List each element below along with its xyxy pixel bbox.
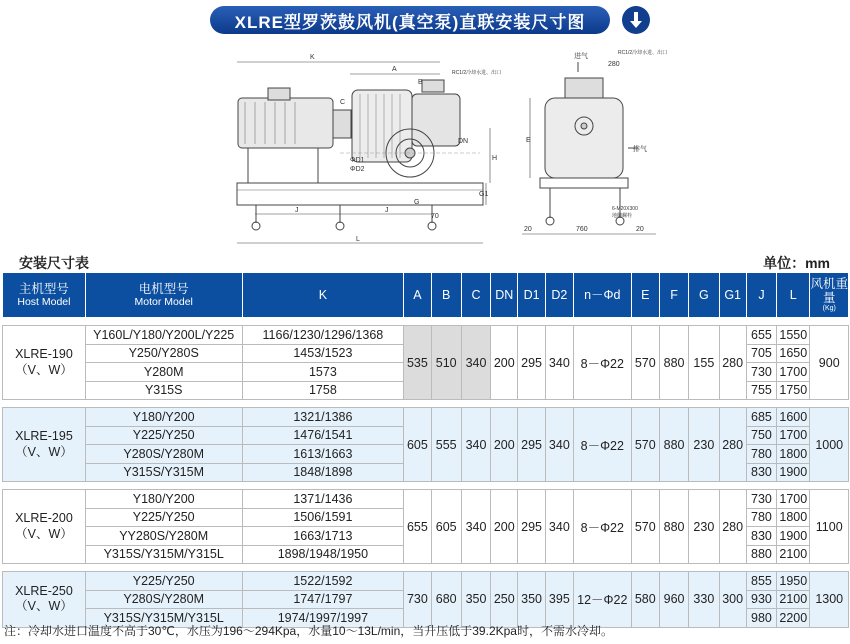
- host-model-name: XLRE-200: [15, 510, 73, 525]
- host-model-cell: [3, 326, 86, 400]
- b-cell: 605: [431, 490, 461, 564]
- e-cell: 570: [631, 408, 659, 482]
- k-cell: 1476/1541: [242, 426, 404, 445]
- l-cell: 1800: [777, 508, 810, 527]
- motor-model-cell: Y315S/Y315M: [85, 463, 242, 482]
- col-motor-model: 电机型号 Motor Model: [85, 273, 242, 318]
- k-cell: 1613/1663: [242, 445, 404, 464]
- dim-70: 70: [431, 213, 439, 220]
- l-cell: 1900: [777, 463, 810, 482]
- g1-cell: 280: [719, 490, 746, 564]
- g-cell: 230: [689, 490, 719, 564]
- b-cell: 680: [431, 572, 461, 628]
- table-row: [3, 490, 849, 509]
- b-cell: 555: [431, 408, 461, 482]
- c-cell: 340: [461, 490, 490, 564]
- host-model-variant: （V、W）: [15, 362, 73, 377]
- l-cell: 2200: [777, 609, 810, 628]
- outlet-label: 排气: [633, 146, 647, 153]
- side-cooling-note: RC1/2冷却水进、出口: [618, 50, 668, 56]
- c-cell: 340: [461, 326, 490, 400]
- l-cell: 1650: [777, 344, 810, 363]
- motor-model-cell: Y280S/Y280M: [85, 445, 242, 464]
- dim-phi-d1: ΦD1: [350, 157, 365, 164]
- page-title: XLRE型罗茨鼓风机(真空泵)直联安装尺寸图: [210, 6, 610, 34]
- weight-cell: 1300: [810, 572, 849, 628]
- motor-model-cell: YY280S/Y280M: [85, 527, 242, 546]
- col-dn: DN: [491, 273, 518, 318]
- k-cell: 1974/1997/1997: [242, 609, 404, 628]
- nd-cell: 8－Φ22: [574, 408, 632, 482]
- unit-label: 单位：mm: [763, 255, 830, 271]
- l-cell: 1800: [777, 445, 810, 464]
- col-c: C: [461, 273, 490, 318]
- motor-model-cell: Y315S/Y315M/Y315L: [85, 609, 242, 628]
- j-cell: 655: [746, 326, 776, 345]
- installation-drawing: [200, 38, 668, 250]
- weight-cell: 900: [810, 326, 849, 400]
- j-cell: 755: [746, 381, 776, 400]
- j-cell: 730: [746, 363, 776, 382]
- j-cell: 830: [746, 463, 776, 482]
- l-cell: 1600: [777, 408, 810, 427]
- l-cell: 1550: [777, 326, 810, 345]
- k-cell: 1848/1898: [242, 463, 404, 482]
- e-cell: 570: [631, 326, 659, 400]
- a-cell: 730: [404, 572, 431, 628]
- e-cell: 580: [631, 572, 659, 628]
- col-f: F: [659, 273, 688, 318]
- dim-j-right: J: [385, 207, 389, 214]
- a-cell: 535: [404, 326, 431, 400]
- g-cell: 330: [689, 572, 719, 628]
- f-cell: 960: [659, 572, 688, 628]
- col-b: B: [431, 273, 461, 318]
- dn-cell: 250: [491, 572, 518, 628]
- dim-20-left: 20: [524, 226, 532, 233]
- l-cell: 2100: [777, 545, 810, 564]
- col-l: L: [777, 273, 810, 318]
- dn-cell: 200: [491, 326, 518, 400]
- l-cell: 1950: [777, 572, 810, 591]
- d1-cell: 350: [518, 572, 545, 628]
- col-weight: 风机重量 (Kg): [810, 273, 849, 318]
- f-cell: 880: [659, 408, 688, 482]
- l-cell: 1900: [777, 527, 810, 546]
- motor-model-cell: Y250/Y280S: [85, 344, 242, 363]
- inlet-label: 进气: [574, 53, 588, 60]
- host-model-name: XLRE-195: [15, 428, 73, 443]
- bolt-note-2: 地脚螺栓: [612, 213, 633, 219]
- host-model-name: XLRE-190: [15, 346, 73, 361]
- dim-20-right: 20: [636, 226, 644, 233]
- nd-cell: 8－Φ22: [574, 326, 632, 400]
- g1-cell: 280: [719, 326, 746, 400]
- dim-g: G: [414, 199, 420, 206]
- g1-cell: 280: [719, 408, 746, 482]
- motor-model-cell: Y280S/Y280M: [85, 590, 242, 609]
- dim-c: C: [340, 99, 346, 106]
- dim-e: E: [526, 137, 531, 144]
- dim-j-left: J: [295, 207, 299, 214]
- d2-cell: 340: [545, 408, 573, 482]
- table-row: [3, 326, 849, 345]
- k-cell: 1747/1797: [242, 590, 404, 609]
- host-model-cell: [3, 408, 86, 482]
- motor-model-cell: Y225/Y250: [85, 572, 242, 591]
- f-cell: 880: [659, 490, 688, 564]
- host-model-cell: [3, 572, 86, 628]
- j-cell: 685: [746, 408, 776, 427]
- dn-cell: 200: [491, 408, 518, 482]
- host-model-cell: [3, 490, 86, 564]
- l-cell: 1700: [777, 363, 810, 382]
- col-a: A: [404, 273, 431, 318]
- dim-760: 760: [576, 226, 588, 233]
- motor-model-cell: Y315S/Y315M/Y315L: [85, 545, 242, 564]
- j-cell: 780: [746, 445, 776, 464]
- dim-k: K: [310, 54, 315, 61]
- dn-cell: 200: [491, 490, 518, 564]
- j-cell: 880: [746, 545, 776, 564]
- dim-h: H: [492, 155, 498, 162]
- nd-cell: 8－Φ22: [574, 490, 632, 564]
- k-cell: 1758: [242, 381, 404, 400]
- table-row: [3, 408, 849, 427]
- k-cell: 1522/1592: [242, 572, 404, 591]
- col-d2: D2: [545, 273, 573, 318]
- c-cell: 350: [461, 572, 490, 628]
- motor-model-cell: Y280M: [85, 363, 242, 382]
- host-model-variant: （V、W）: [15, 444, 73, 459]
- motor-model-cell: Y225/Y250: [85, 508, 242, 527]
- j-cell: 830: [746, 527, 776, 546]
- j-cell: 780: [746, 508, 776, 527]
- col-k: K: [242, 273, 404, 318]
- nd-cell: 12－Φ22: [574, 572, 632, 628]
- j-cell: 980: [746, 609, 776, 628]
- l-cell: 1700: [777, 426, 810, 445]
- d1-cell: 295: [518, 490, 545, 564]
- d2-cell: 395: [545, 572, 573, 628]
- b-cell: 510: [431, 326, 461, 400]
- motor-model-cell: Y225/Y250: [85, 426, 242, 445]
- dimension-table: [2, 272, 849, 628]
- motor-model-cell: Y160L/Y180/Y200L/Y225: [85, 326, 242, 345]
- k-cell: 1166/1230/1296/1368: [242, 326, 404, 345]
- e-cell: 570: [631, 490, 659, 564]
- k-cell: 1573: [242, 363, 404, 382]
- dim-l: L: [356, 236, 360, 243]
- col-j: J: [746, 273, 776, 318]
- motor-model-cell: Y180/Y200: [85, 490, 242, 509]
- k-cell: 1663/1713: [242, 527, 404, 546]
- d2-cell: 340: [545, 490, 573, 564]
- j-cell: 705: [746, 344, 776, 363]
- dim-dn: DN: [458, 138, 469, 145]
- g-cell: 230: [689, 408, 719, 482]
- col-g: G: [689, 273, 719, 318]
- f-cell: 880: [659, 326, 688, 400]
- table-header: [3, 273, 849, 318]
- l-cell: 1700: [777, 490, 810, 509]
- d2-cell: 340: [545, 326, 573, 400]
- dim-phi-d2: ΦD2: [350, 166, 365, 173]
- d1-cell: 295: [518, 408, 545, 482]
- j-cell: 855: [746, 572, 776, 591]
- k-cell: 1898/1948/1950: [242, 545, 404, 564]
- dim-a: A: [392, 66, 397, 73]
- g-cell: 155: [689, 326, 719, 400]
- weight-cell: 1100: [810, 490, 849, 564]
- c-cell: 340: [461, 408, 490, 482]
- k-cell: 1321/1386: [242, 408, 404, 427]
- motor-model-cell: Y180/Y200: [85, 408, 242, 427]
- g1-cell: 300: [719, 572, 746, 628]
- j-cell: 750: [746, 426, 776, 445]
- k-cell: 1371/1436: [242, 490, 404, 509]
- cooling-note: RC1/2冷却水进、出口: [452, 70, 502, 76]
- footnote: 注：冷却水进口温度不高于30℃，水压为196～294Kpa，水量10～13L/min，当升压低于39.2Kpa时，不需水冷却。: [4, 624, 613, 638]
- a-cell: 605: [404, 408, 431, 482]
- col-e: E: [631, 273, 659, 318]
- col-nd: n－Φd: [574, 273, 632, 318]
- dim-280: 280: [608, 61, 620, 68]
- host-model-variant: （V、W）: [15, 599, 73, 614]
- l-cell: 2100: [777, 590, 810, 609]
- table-row: [3, 572, 849, 591]
- l-cell: 1750: [777, 381, 810, 400]
- j-cell: 930: [746, 590, 776, 609]
- section-label: 安装尺寸表: [19, 255, 89, 271]
- dim-g1: G1: [479, 191, 489, 198]
- weight-cell: 1000: [810, 408, 849, 482]
- dim-b: B: [418, 79, 423, 86]
- d1-cell: 295: [518, 326, 545, 400]
- bolt-note: 6-M20X300: [612, 206, 638, 212]
- host-model-variant: （V、W）: [15, 526, 73, 541]
- j-cell: 730: [746, 490, 776, 509]
- col-host-model: 主机型号 Host Model: [3, 273, 86, 318]
- host-model-name: XLRE-250: [15, 583, 73, 598]
- down-arrow-icon[interactable]: [622, 6, 650, 34]
- col-g1: G1: [719, 273, 746, 318]
- k-cell: 1453/1523: [242, 344, 404, 363]
- col-d1: D1: [518, 273, 545, 318]
- k-cell: 1506/1591: [242, 508, 404, 527]
- motor-model-cell: Y315S: [85, 381, 242, 400]
- a-cell: 655: [404, 490, 431, 564]
